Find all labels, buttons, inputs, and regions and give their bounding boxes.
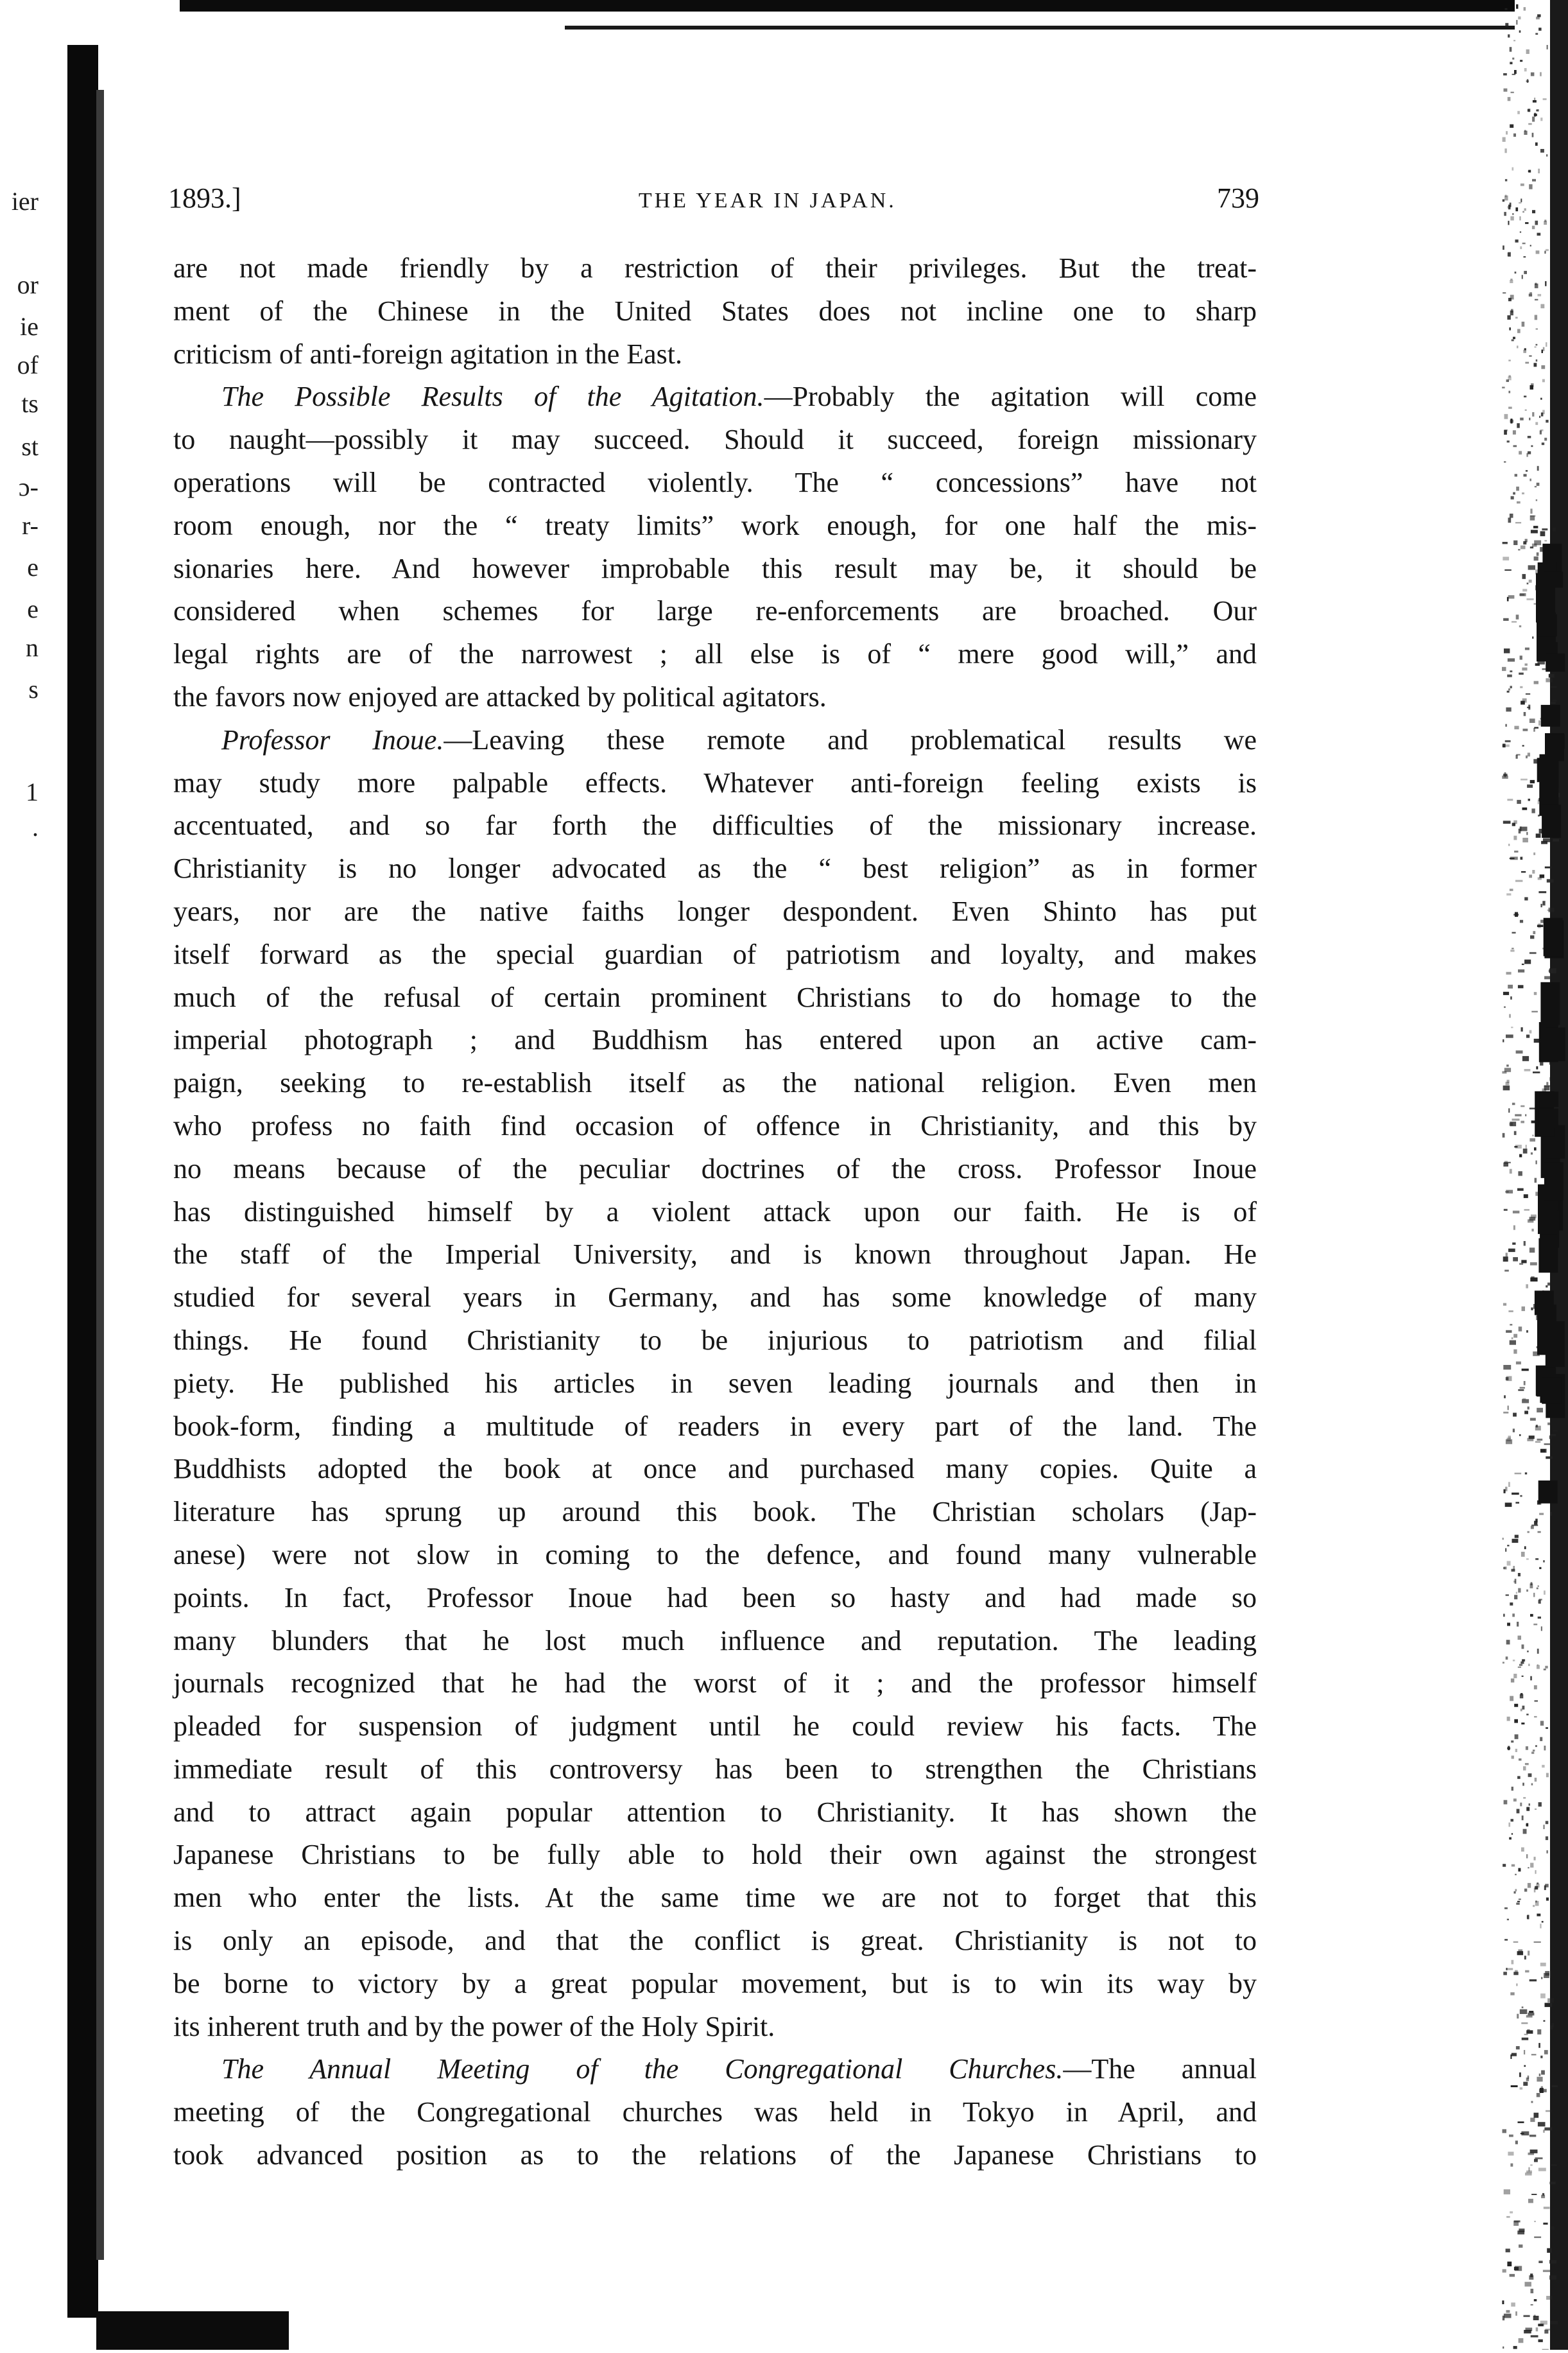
text-line: Christianity is no longer advocated as the “ best religion” as in former [173, 853, 1257, 885]
page-right-edge-speckle [1489, 0, 1568, 2350]
text-line: no means because of the peculiar doctrines of the cross. Professor Inoue [173, 1152, 1257, 1185]
text-line: criticism of anti-foreign agitation in the East. [173, 338, 682, 370]
paragraph-heading-line [173, 719, 1257, 762]
text-line: legal rights are of the narrowest ; all else is of “ mere good will,” and [173, 638, 1257, 670]
section-heading: The Possible Results of the Agitation. [221, 381, 764, 413]
header-year: 1893.] [168, 182, 241, 214]
heading-line-rest: —The annual [1063, 2053, 1257, 2085]
text-line: Japanese Christians to be fully able to hold their own against the strongest [173, 1839, 1257, 1871]
book-spine-edge [96, 90, 104, 2260]
text-line: may study more palpable effects. Whatever anti-foreign feeling exists is [173, 767, 1257, 799]
page-bottom-shadow [96, 2311, 289, 2350]
text-line: sionaries here. And however improbable this result may be, it should be [173, 552, 1257, 584]
margin-fragment: s [28, 675, 39, 704]
text-line: things. He found Christianity to be injurious to patriotism and filial [173, 1324, 1257, 1356]
book-spine-shadow [67, 45, 98, 2318]
text-line: immediate result of this controversy has been to strengthen the Christians [173, 1753, 1257, 1785]
text-line: its inherent truth and by the power of the Holy Spirit. [173, 2010, 775, 2042]
text-line: imperial photograph ; and Buddhism has entered upon an active cam- [173, 1024, 1257, 1056]
text-line: points. In fact, Professor Inoue had been so hasty and had made so [173, 1581, 1257, 1613]
margin-fragment: r- [22, 511, 39, 540]
margin-fragment: or [17, 270, 39, 299]
margin-fragment: n [26, 633, 39, 662]
text-line: took advanced position as to the relations of the Japanese Christians to [173, 2139, 1257, 2171]
running-header [168, 182, 1259, 223]
text-line: are not made friendly by a restriction of their privileges. But the treat- [173, 252, 1257, 284]
heading-line-rest: —Probably the agitation will come [764, 381, 1257, 413]
text-line: accentuated, and so far forth the difficulties of the missionary increase. [173, 810, 1257, 842]
text-line: book-form, finding a multitude of readers in every part of the land. The [173, 1410, 1257, 1442]
text-line: room enough, nor the “ treaty limits” work enough, for one half the mis- [173, 509, 1257, 541]
text-line: meeting of the Congregational churches was held in Tokyo in April, and [173, 2096, 1257, 2128]
text-line: is only an episode, and that the conflict is great. Christianity is not to [173, 1925, 1257, 1957]
body-text [173, 247, 1257, 2177]
text-line: studied for several years in Germany, and has some knowledge of many [173, 1281, 1257, 1314]
text-line: has distinguished himself by a violent attack upon our faith. He is of [173, 1195, 1257, 1228]
text-line: anese) were not slow in coming to the defence, and found many vulnerable [173, 1538, 1257, 1570]
text-line: literature has sprung up around this book. The Christian scholars (Jap- [173, 1496, 1257, 1528]
text-line: much of the refusal of certain prominent Christians to do homage to the [173, 981, 1257, 1013]
text-line: years, nor are the native faiths longer despondent. Even Shinto has put [173, 895, 1257, 927]
text-line: ment of the Chinese in the United States does not incline one to sharp [173, 295, 1257, 327]
section-heading: Professor Inoue. [221, 724, 444, 756]
margin-fragment: ɔ- [18, 473, 39, 501]
text-line: Buddhists adopted the book at once and purchased many copies. Quite a [173, 1453, 1257, 1485]
text-line: men who enter the lists. At the same time we are not to forget that this [173, 1882, 1257, 1914]
text-line: considered when schemes for large re-enforcements are broached. Our [173, 595, 1257, 627]
margin-fragment: of [17, 351, 39, 379]
text-line: piety. He published his articles in seven leading journals and then in [173, 1367, 1257, 1399]
text-line: journals recognized that he had the worst of it ; and the professor himself [173, 1667, 1257, 1699]
text-line: who profess no faith find occasion of offence in Christianity, and this by [173, 1109, 1257, 1142]
text-line: pleaded for suspension of judgment until he could review his facts. The [173, 1710, 1257, 1742]
header-title: THE YEAR IN JAPAN. [638, 189, 897, 213]
margin-fragment: ts [21, 389, 39, 418]
page-top-border-shadow [565, 26, 1515, 30]
margin-fragment: st [21, 432, 39, 461]
text-line: the staff of the Imperial University, and is known throughout Japan. He [173, 1238, 1257, 1271]
paragraph-heading-line [173, 376, 1257, 419]
section-heading: The Annual Meeting of the Congregational Churches. [221, 2053, 1064, 2085]
text-line: and to attract again popular attention to Christianity. It has shown the [173, 1796, 1257, 1828]
margin-fragment: ier [11, 187, 39, 216]
text-line: paign, seeking to re-establish itself as the national religion. Even men [173, 1067, 1257, 1099]
text-line: operations will be contracted violently. The “ concessions” have not [173, 466, 1257, 498]
text-line: to naught—possibly it may succeed. Should it succeed, foreign missionary [173, 424, 1257, 456]
page-top-border [180, 0, 1515, 12]
text-line: be borne to victory by a great popular movement, but is to win its way by [173, 1967, 1257, 1999]
paragraph-heading-line [173, 2048, 1257, 2091]
margin-fragment: e [27, 595, 39, 623]
heading-line-rest: —Leaving these remote and problematical results we [444, 724, 1257, 756]
text-line: many blunders that he lost much influence and reputation. The leading [173, 1624, 1257, 1656]
margin-fragment: e [27, 553, 39, 582]
margin-fragment: . [32, 813, 39, 842]
text-line: itself forward as the special guardian of patriotism and loyalty, and makes [173, 938, 1257, 970]
margin-fragment: 1 [26, 777, 39, 806]
header-page-number: 739 [1216, 182, 1259, 214]
text-line: the favors now enjoyed are attacked by political agitators. [173, 681, 827, 713]
margin-fragment: ie [20, 312, 39, 341]
